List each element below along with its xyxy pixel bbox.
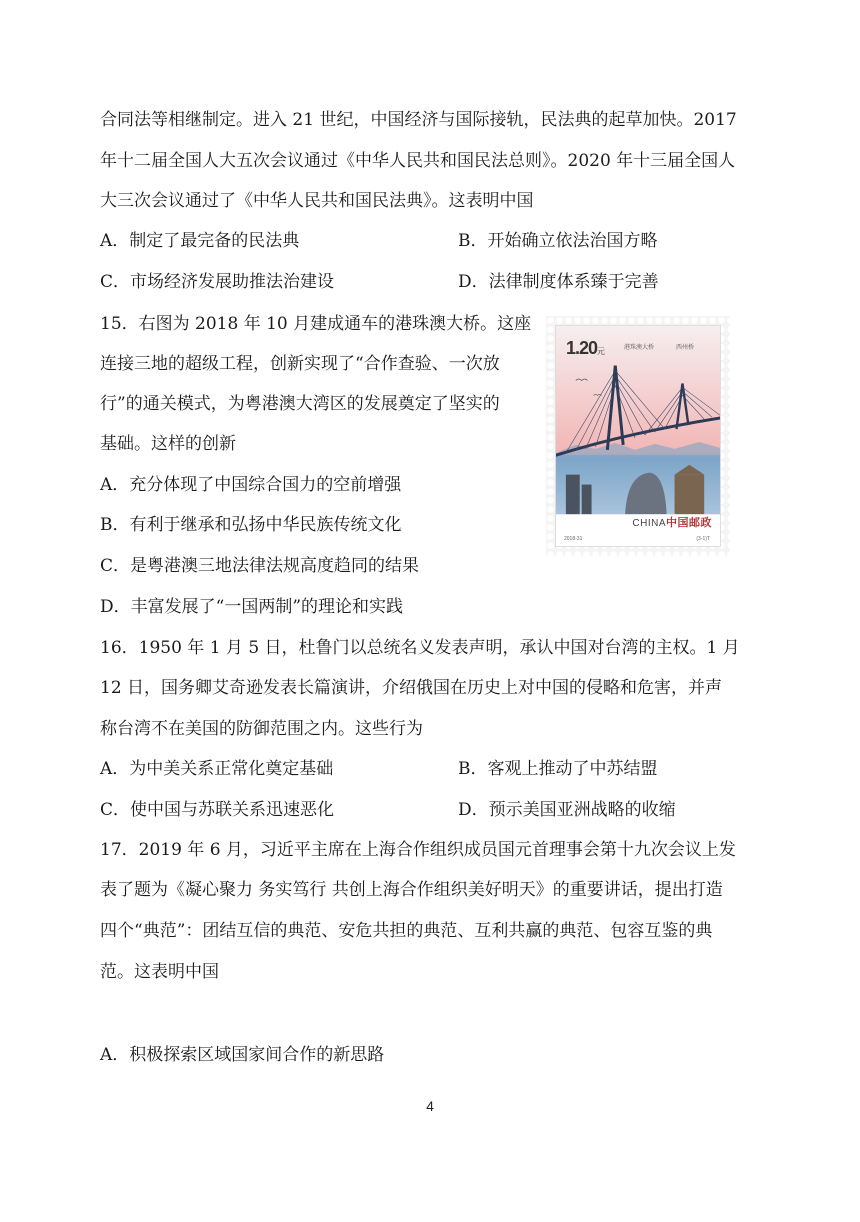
question-15-option-d: D．丰富发展了“一国两制”的理论和实践 bbox=[100, 597, 404, 617]
question-15-option-c: C．是粤港澳三地法律法规高度趋同的结果 bbox=[100, 556, 420, 576]
question-16-stem-line-2: 12 日，国务卿艾奇逊发表长篇演讲，介绍俄国在历史上对中国的侵略和危害，并声 bbox=[100, 678, 723, 698]
question-15-option-b: B．有利于继承和弘扬中华民族传统文化 bbox=[100, 515, 402, 535]
question-15-option-a: A．充分体现了中国综合国力的空前增强 bbox=[100, 475, 402, 495]
stamp-serial-left: 2018-31 bbox=[564, 536, 583, 542]
question-17-stem-line-3: 四个“典范”：团结互信的典范、安危共担的典范、互利共赢的典范、包容互鉴的典 bbox=[100, 921, 713, 941]
question-16-option-a: A．为中美关系正常化奠定基础 bbox=[100, 759, 334, 779]
question-15-stem-line-4: 基础。这样的创新 bbox=[100, 434, 236, 454]
stamp-title: 港珠澳大桥 bbox=[624, 345, 655, 351]
question-16-stem-line-3: 称台湾不在美国的防御范围之内。这些行为 bbox=[100, 719, 423, 739]
question-14-stem-line-3: 大三次会议通过了《中华人民共和国民法典》。这表明中国 bbox=[100, 191, 534, 211]
question-16-option-b: B．客观上推动了中苏结盟 bbox=[458, 759, 658, 779]
question-16-option-d: D．预示美国亚洲战略的收缩 bbox=[458, 800, 676, 820]
stamp-serial-right: (3-1)T bbox=[696, 536, 710, 542]
question-17-stem-line-1: 17．2019 年 6 月，习近平主席在上海合作组织成员国元首理事会第十九次会议上发 bbox=[100, 840, 736, 860]
question-17-option-a: A．积极探索区域国家间合作的新思路 bbox=[100, 1045, 385, 1065]
question-14-option-c: C．市场经济发展助推法治建设 bbox=[100, 272, 335, 292]
bridge-stamp-image bbox=[546, 316, 730, 556]
question-15-stem-line-3: 行”的通关模式，为粤港澳大湾区的发展奠定了坚实的 bbox=[100, 394, 500, 414]
stamp-subtitle: 西州桥 bbox=[676, 345, 695, 351]
question-15-stem-line-2: 连接三地的超级工程，创新实现了“合作查验、一次放 bbox=[100, 354, 500, 374]
question-14-stem-line-1: 合同法等相继制定。进入 21 世纪，中国经济与国际接轨，民法典的起草加快。2017 bbox=[100, 110, 737, 130]
stamp-caption: CHINA中国邮政 bbox=[632, 517, 712, 529]
question-14-option-a: A．制定了最完备的民法典 bbox=[100, 231, 300, 251]
stamp-denomination: 1.20元 bbox=[566, 338, 605, 358]
question-16-stem-line-1: 16．1950 年 1 月 5 日，杜鲁门以总统名义发表声明，承认中国对台湾的主权。1 月 bbox=[100, 638, 740, 658]
question-14-option-d: D．法律制度体系臻于完善 bbox=[458, 272, 659, 292]
question-17-stem-line-4: 范。这表明中国 bbox=[100, 962, 219, 982]
question-14-stem-line-2: 年十二届全国人大五次会议通过《中华人民共和国民法总则》。2020 年十三届全国人 bbox=[100, 151, 736, 171]
question-17-stem-line-2: 表了题为《凝心聚力 务实笃行 共创上海合作组织美好明天》的重要讲话，提出打造 bbox=[100, 880, 723, 900]
page-number: 4 bbox=[426, 1098, 434, 1114]
question-16-option-c: C．使中国与苏联关系迅速恶化 bbox=[100, 800, 335, 820]
question-14-option-b: B．开始确立依法治国方略 bbox=[458, 231, 658, 251]
question-15-stem-line-1: 15．右图为 2018 年 10 月建成通车的港珠澳大桥。这座 bbox=[100, 314, 532, 334]
